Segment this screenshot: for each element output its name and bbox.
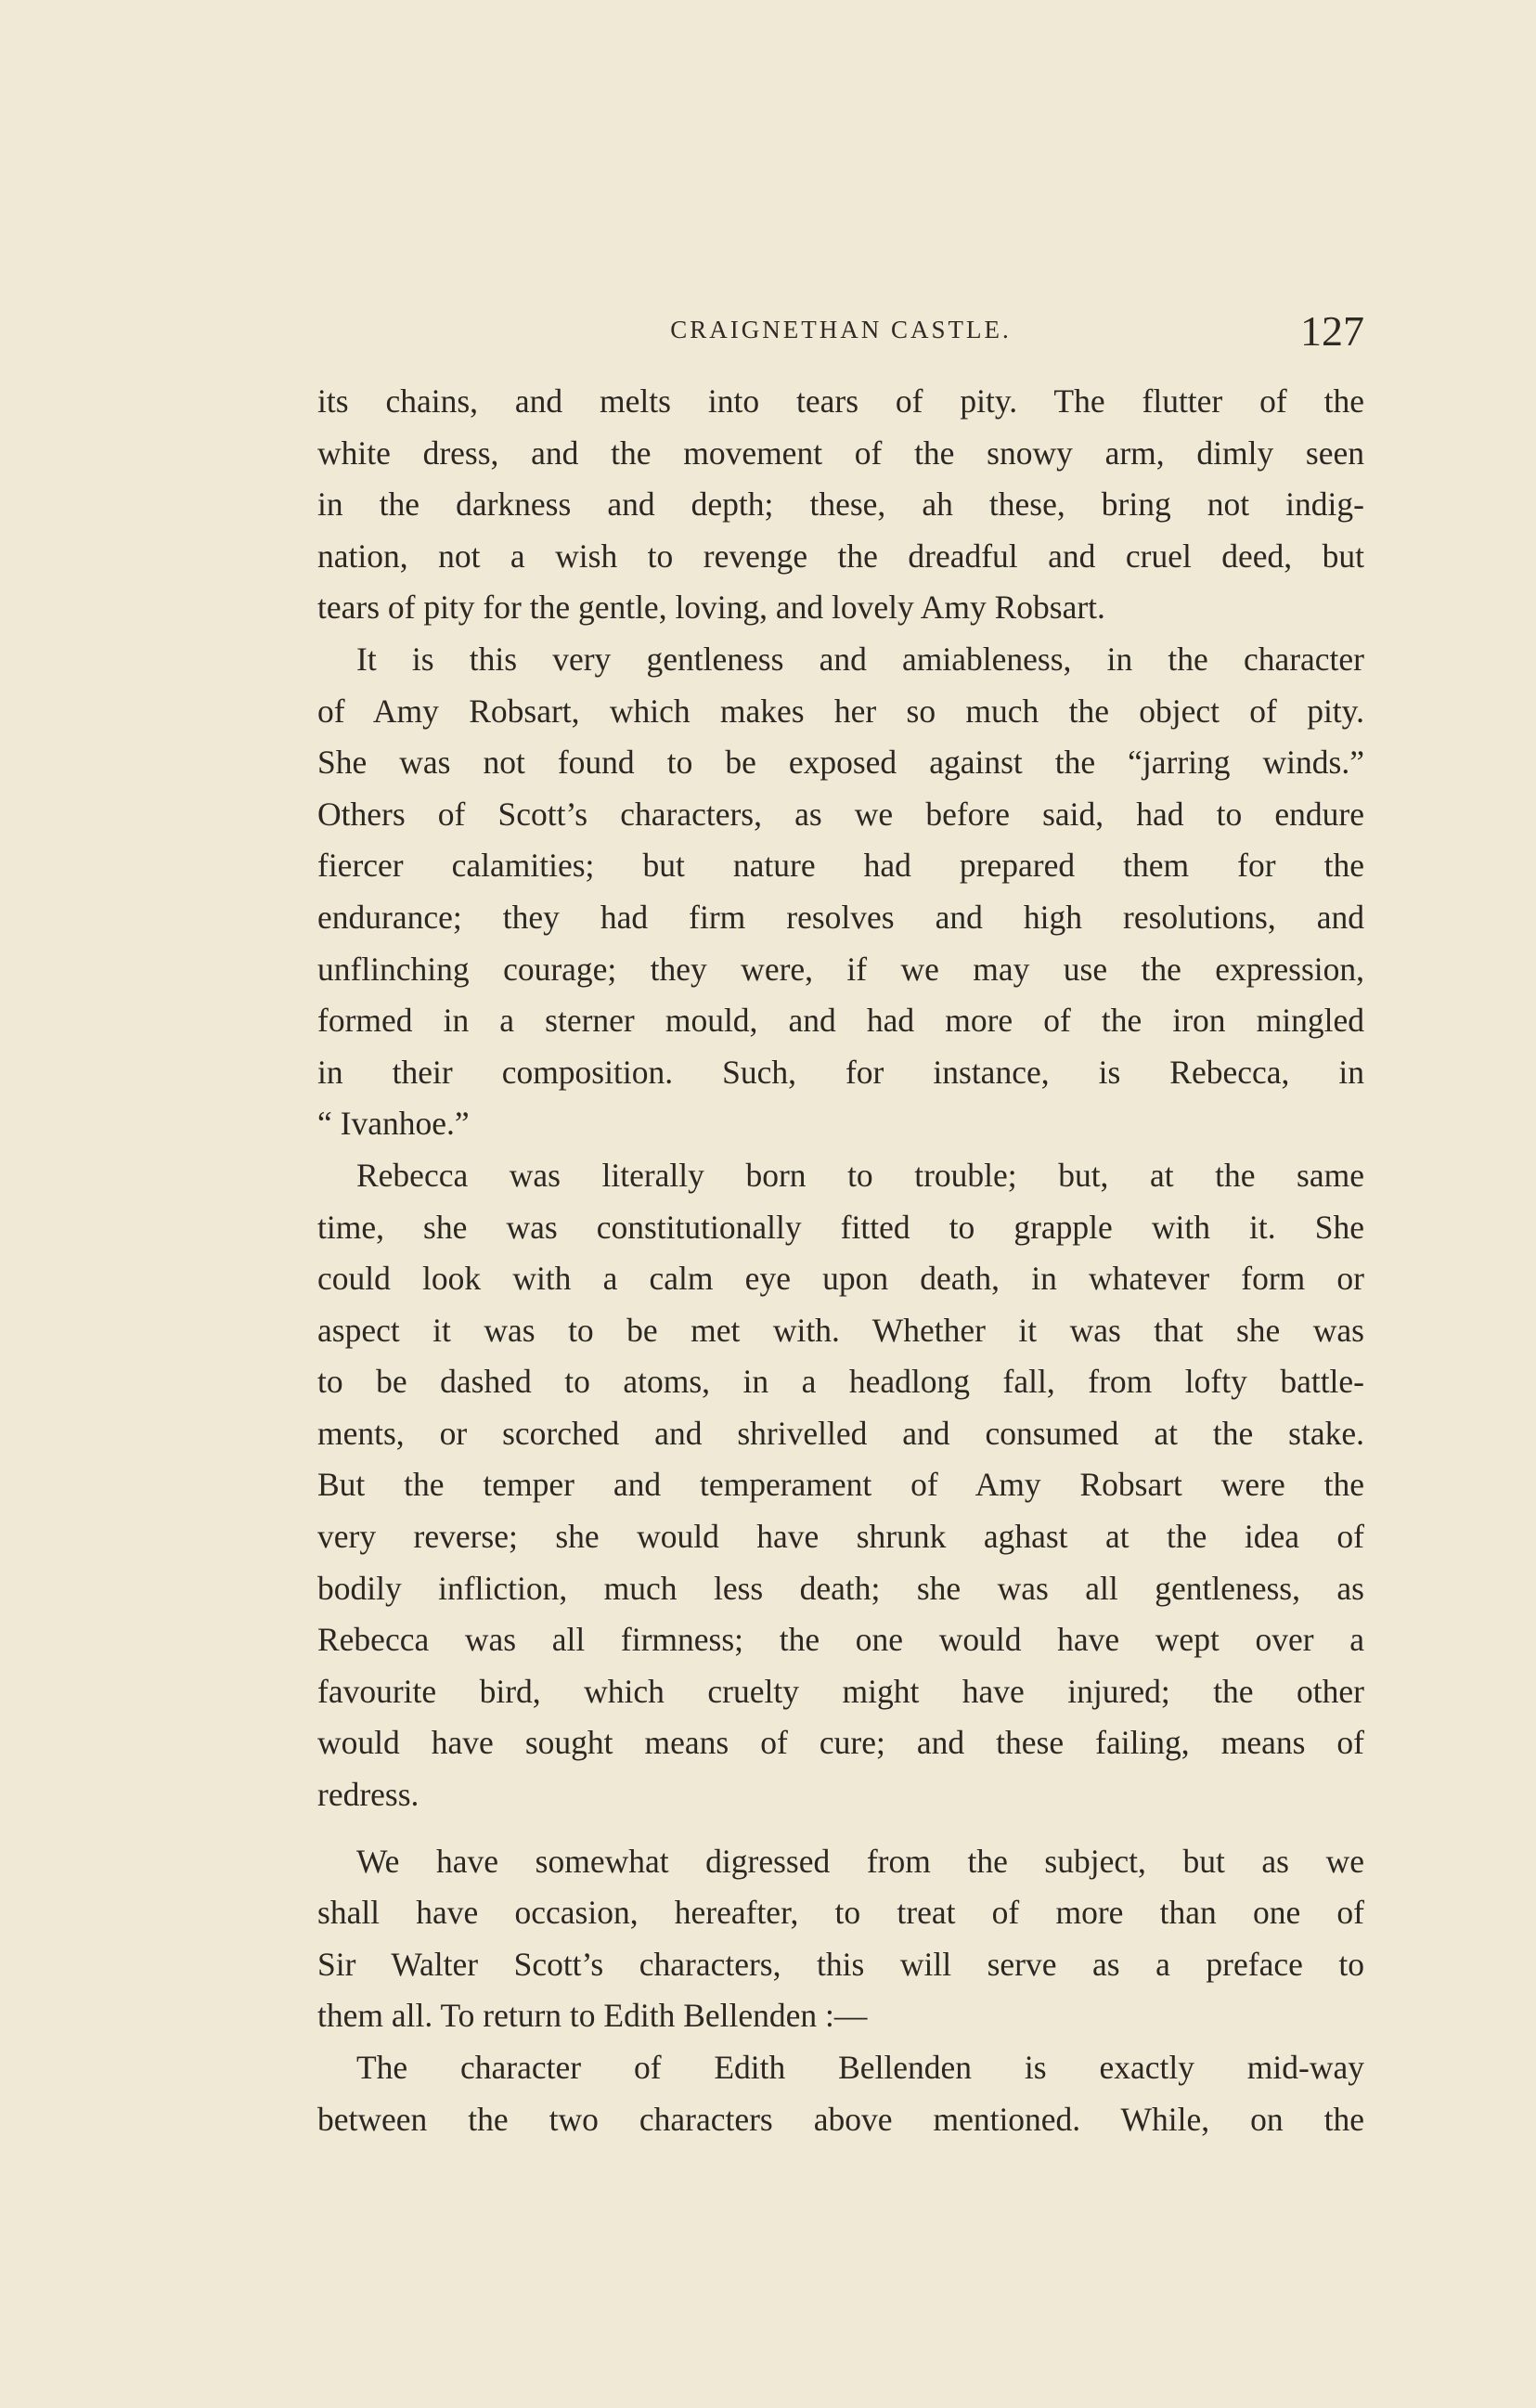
- text-line: favourite bird, which cruelty might have injured; the other: [317, 1672, 1364, 1710]
- text-line: white dress, and the movement of the snowy arm, dimly seen: [317, 434, 1364, 472]
- page-header: [317, 306, 1364, 362]
- text-line: very reverse; she would have shrunk aghast at the idea of: [317, 1518, 1364, 1556]
- text-line: nation, not a wish to revenge the dreadful and cruel deed, but: [317, 537, 1364, 575]
- text-line: in their composition. Such, for instance, is Rebecca, in: [317, 1053, 1364, 1091]
- text-line: between the two characters above mentioned. While, on the: [317, 2100, 1364, 2138]
- text-line: tears of pity for the gentle, loving, and lovely Amy Robsart.: [317, 589, 1105, 627]
- text-line: them all. To return to Edith Bellenden :—: [317, 1997, 868, 2035]
- text-line: to be dashed to atoms, in a headlong fall, from lofty battle-: [317, 1363, 1364, 1401]
- text-line: would have sought means of cure; and these failing, means of: [317, 1724, 1364, 1762]
- paragraph-gap: [317, 1821, 1364, 1836]
- text-line: Rebecca was all firmness; the one would have wept over a: [317, 1621, 1364, 1659]
- text-line: But the temper and temperament of Amy Robsart were the: [317, 1466, 1364, 1504]
- text-line: of Amy Robsart, which makes her so much the object of pity.: [317, 692, 1364, 730]
- body-text: [317, 376, 1364, 2145]
- text-line: We have somewhat digressed from the subject, but as we: [356, 1842, 1364, 1880]
- text-line: could look with a calm eye upon death, in whatever form or: [317, 1260, 1364, 1298]
- text-line: Rebecca was literally born to trouble; but, at the same: [356, 1156, 1364, 1194]
- text-line: endurance; they had firm resolves and high resolutions, and: [317, 898, 1364, 936]
- text-line: redress.: [317, 1776, 419, 1814]
- text-line: Others of Scott’s characters, as we before said, had to endure: [317, 795, 1364, 833]
- text-line: aspect it was to be met with. Whether it was that she was: [317, 1311, 1364, 1349]
- text-line: bodily infliction, much less death; she was all gentleness, as: [317, 1569, 1364, 1607]
- text-line: shall have occasion, hereafter, to treat of more than one of: [317, 1894, 1364, 1932]
- text-line: its chains, and melts into tears of pity. The flutter of the: [317, 382, 1364, 420]
- text-line: ments, or scorched and shrivelled and consumed at the stake.: [317, 1414, 1364, 1452]
- text-line: in the darkness and depth; these, ah these, bring not indig-: [317, 485, 1364, 524]
- text-line: She was not found to be exposed against the “jarring winds.”: [317, 744, 1364, 782]
- running-head: CRAIGNETHAN CASTLE.: [670, 316, 1012, 343]
- text-line: fiercer calamities; but nature had prepared them for the: [317, 847, 1364, 885]
- text-line: “ Ivanhoe.”: [317, 1105, 470, 1143]
- page-number: 127: [1300, 307, 1364, 355]
- text-line: unflinching courage; they were, if we may use the expression,: [317, 950, 1364, 988]
- text-line: The character of Edith Bellenden is exactly mid-way: [356, 2049, 1364, 2086]
- text-line: formed in a sterner mould, and had more of the iron mingled: [317, 1002, 1364, 1040]
- text-line: It is this very gentleness and amiableness, in the character: [356, 640, 1364, 678]
- text-line: time, she was constitutionally fitted to grapple with it. She: [317, 1208, 1364, 1246]
- text-line: Sir Walter Scott’s characters, this will serve as a preface to: [317, 1945, 1364, 1983]
